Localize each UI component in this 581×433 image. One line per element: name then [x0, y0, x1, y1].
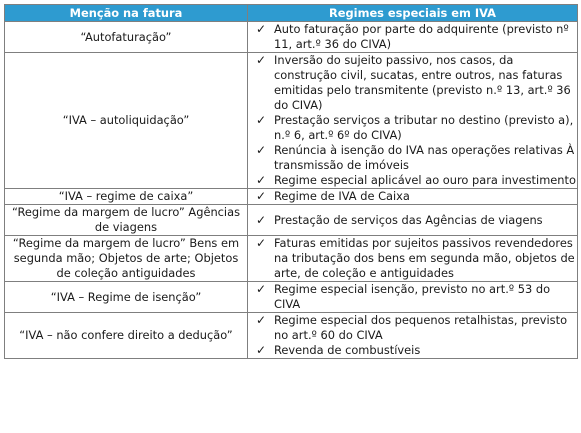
- table-row: [5, 53, 578, 189]
- regime-text: Prestação serviços a tributar no destino (previsto a), n.º 6, art.º 6º do CIVA): [274, 113, 574, 142]
- mention-cell: “IVA – não confere direito a dedução”: [5, 313, 248, 359]
- regimes-cell: [248, 313, 578, 359]
- regime-text: Renúncia à isenção do IVA nas operações relativas À transmissão de imóveis: [274, 143, 575, 172]
- list-item: [248, 343, 577, 358]
- mention-cell: “IVA – autoliquidação”: [5, 53, 248, 189]
- check-icon: ✓: [255, 343, 267, 357]
- regimes-cell: [248, 282, 578, 313]
- table-header-row: [5, 5, 578, 22]
- list-item: [248, 236, 577, 281]
- header-regimes: Regimes especiais em IVA: [248, 5, 578, 22]
- regime-text: Faturas emitidas por sujeitos passivos revendedores na tributação dos bens em segunda mão, objetos de arte, de coleção e antiguidades: [274, 236, 575, 280]
- regime-text: Regime de IVA de Caixa: [274, 189, 410, 203]
- regimes-cell: [248, 22, 578, 53]
- table-row: [5, 22, 578, 53]
- regime-text: Inversão do sujeito passivo, nos casos, da construção civil, sucatas, entre outros, nas faturas emitidas pelo transmitente (previsto n.º 13, art.º 36 do CIVA): [274, 53, 571, 112]
- table-row: [5, 205, 578, 236]
- regimes-cell: [248, 236, 578, 282]
- check-icon: ✓: [255, 53, 267, 67]
- regimes-cell: [248, 189, 578, 205]
- list-item: [248, 282, 577, 312]
- header-mention: Menção na fatura: [5, 5, 248, 22]
- check-icon: ✓: [255, 143, 267, 157]
- list-item: [248, 53, 577, 113]
- regime-text: Regime especial aplicável ao ouro para investimento: [274, 173, 576, 187]
- table-row: [5, 236, 578, 282]
- list-item: [248, 143, 577, 173]
- regimes-cell: [248, 205, 578, 236]
- list-item: [248, 113, 577, 143]
- check-icon: ✓: [255, 236, 267, 250]
- check-icon: ✓: [255, 113, 267, 127]
- regime-text: Auto faturação por parte do adquirente (previsto nº 11, art.º 36 do CIVA): [274, 22, 569, 51]
- mention-cell: “Regime da margem de lucro” Bens em segunda mão; Objetos de arte; Objetos de coleção antiguidades: [5, 236, 248, 282]
- check-icon: ✓: [255, 22, 267, 36]
- table-row: [5, 189, 578, 205]
- mention-cell: “Regime da margem de lucro” Agências de viagens: [5, 205, 248, 236]
- regime-text: Regime especial dos pequenos retalhistas, previsto no art.º 60 do CIVA: [274, 313, 568, 342]
- regimes-cell: [248, 53, 578, 189]
- table-row: [5, 313, 578, 359]
- mention-cell: “IVA – regime de caixa”: [5, 189, 248, 205]
- check-icon: ✓: [255, 282, 267, 296]
- check-icon: ✓: [255, 313, 267, 327]
- check-icon: ✓: [255, 189, 267, 203]
- list-item: [248, 173, 577, 188]
- check-icon: ✓: [255, 173, 267, 187]
- list-item: [248, 313, 577, 343]
- list-item: [248, 22, 577, 52]
- table-row: [5, 282, 578, 313]
- check-icon: ✓: [255, 212, 267, 227]
- vat-regimes-table: [4, 4, 578, 359]
- list-item: [248, 213, 577, 228]
- mention-cell: “IVA – Regime de isenção”: [5, 282, 248, 313]
- mention-cell: “Autofaturação”: [5, 22, 248, 53]
- regime-text: Regime especial isenção, previsto no art.º 53 do CIVA: [274, 282, 551, 311]
- regime-text: Prestação de serviços das Agências de viagens: [274, 212, 543, 227]
- list-item: [248, 189, 577, 204]
- regime-text: Revenda de combustíveis: [274, 343, 421, 357]
